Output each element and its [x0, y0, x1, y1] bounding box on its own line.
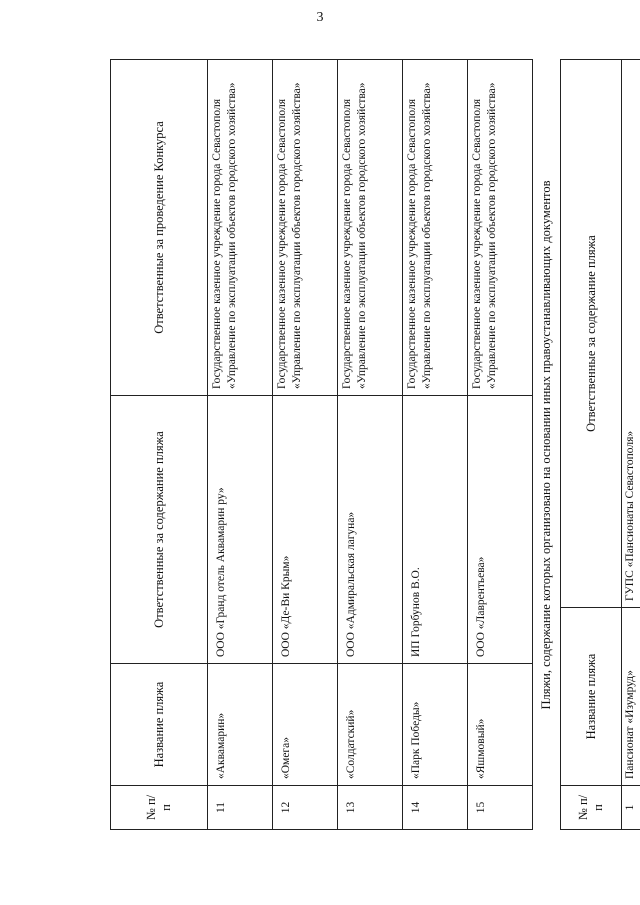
header-organizer: Ответственные за проведение Конкурса — [111, 60, 208, 396]
table-row — [273, 60, 338, 830]
row-maintainer: ИП Горбунов В.О. — [403, 396, 468, 664]
table-row — [208, 60, 273, 830]
section-heading: Пляжи, содержание которых организовано на основании иных правоустанавливающих документов — [539, 180, 553, 710]
row-maintainer: ООО «Де-Ви Крым» — [273, 396, 338, 664]
row-num: 1 — [622, 786, 640, 830]
header-maintainer: Ответственные за содержание пляжа — [111, 396, 208, 664]
row-beach-name: «Омега» — [273, 664, 338, 786]
header-beach-name: Название пляжа — [111, 664, 208, 786]
row-maintainer: ООО «Лаврентьева» — [468, 396, 533, 664]
row-beach-name: «Солдатский» — [338, 664, 403, 786]
row-num: 13 — [338, 786, 403, 830]
other-beaches-table — [560, 59, 640, 830]
row-organizer: Государственное казенное учреждение города Севастополя «Управление по эксплуатации объектов городского хозяйства» — [338, 60, 403, 396]
row-beach-name: «Яшмовый» — [468, 664, 533, 786]
row-organizer: Государственное казенное учреждение города Севастополя «Управление по эксплуатации объектов городского хозяйства» — [208, 60, 273, 396]
row-num: 15 — [468, 786, 533, 830]
table-header-row — [561, 60, 622, 830]
header-num: № п/п — [561, 786, 622, 830]
table-header-row — [111, 60, 208, 830]
row-organizer: Государственное казенное учреждение города Севастополя «Управление по эксплуатации объектов городского хозяйства» — [468, 60, 533, 396]
row-beach-name: «Аквамарин» — [208, 664, 273, 786]
row-num: 11 — [208, 786, 273, 830]
row-maintainer: ООО «Адмиральская лагуна» — [338, 396, 403, 664]
row-maintainer: ООО «Гранд отель Аквамарин ру» — [208, 396, 273, 664]
row-num: 14 — [403, 786, 468, 830]
row-maintainer: ГУПС «Пансионаты Севастополя» — [622, 60, 640, 608]
page-number: 3 — [316, 10, 324, 25]
header-maintainer: Ответственные за содержание пляжа — [561, 60, 622, 608]
table-row — [622, 60, 640, 830]
table-row — [468, 60, 533, 830]
contest-beaches-table — [110, 59, 533, 830]
row-organizer: Государственное казенное учреждение города Севастополя «Управление по эксплуатации объектов городского хозяйства» — [273, 60, 338, 396]
table-row — [403, 60, 468, 830]
row-num: 12 — [273, 786, 338, 830]
header-num: № п/п — [111, 786, 208, 830]
rotated-page-content — [110, 60, 636, 830]
table-row — [338, 60, 403, 830]
row-beach-name: «Парк Победы» — [403, 664, 468, 786]
row-organizer: Государственное казенное учреждение города Севастополя «Управление по эксплуатации объектов городского хозяйства» — [403, 60, 468, 396]
header-beach-name: Название пляжа — [561, 608, 622, 786]
row-beach-name: Пансионат «Изумруд» — [622, 608, 640, 786]
